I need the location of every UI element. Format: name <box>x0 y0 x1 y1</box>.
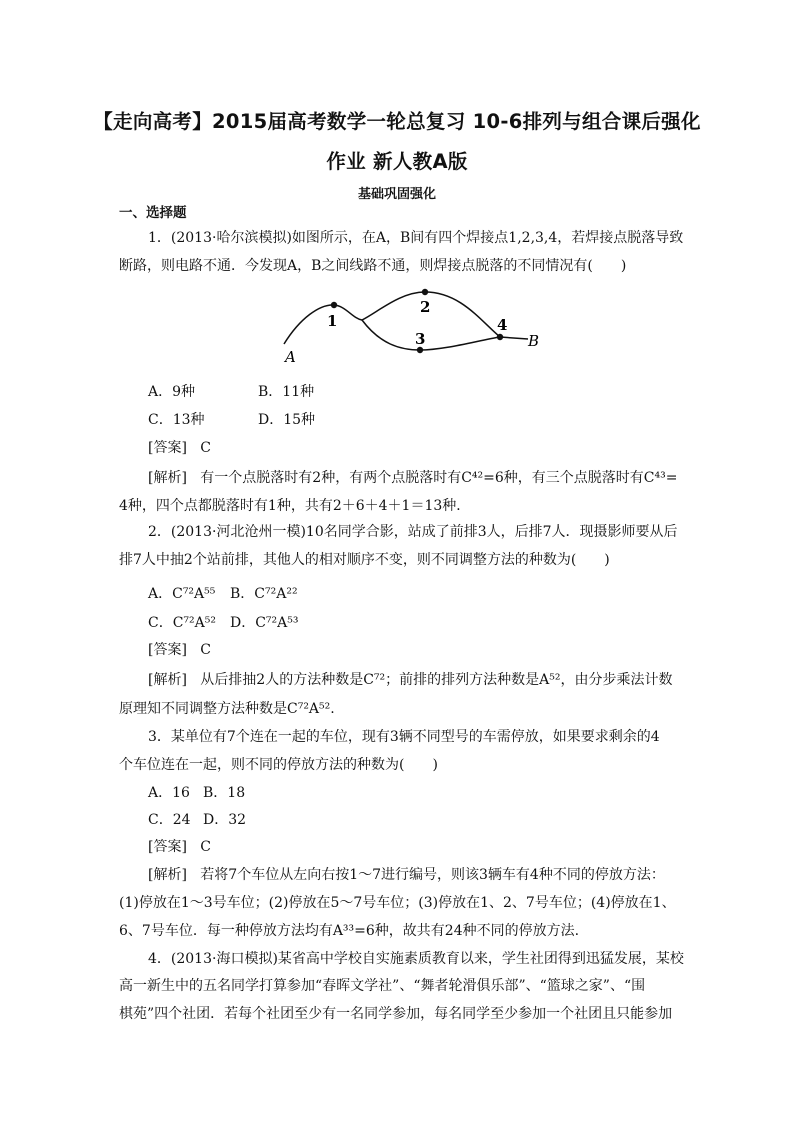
q3-option-a: A．16 <box>148 785 190 801</box>
document-title-line2: 作业 新人教A版 <box>326 150 468 173</box>
q4-stem-line3: 棋苑”四个社团．若每个社团至少有一名同学参加，每名同学至少参加一个社团且只能参加 <box>119 1006 673 1022</box>
q2-option-c: C．C⁷²A⁵² <box>148 615 216 631</box>
label-4: 4 <box>497 316 508 334</box>
q1-option-c: C．13种 <box>148 412 205 428</box>
q3-analysis-line1 <box>148 866 665 884</box>
q3-analysis-line3: 6、7号车位．每一种停放方法均有A³³=6种，故共有24种不同的停放方法. <box>119 923 580 939</box>
q3-option-b: B．18 <box>203 785 246 801</box>
circuit-diagram <box>270 282 550 372</box>
answer-tag: [答案] <box>148 839 187 855</box>
label-3: 3 <box>415 330 426 348</box>
q3-option-c: C．24 <box>148 812 191 828</box>
label-b: B <box>528 332 540 350</box>
q2-option-a: A．C⁷²A⁵⁵ <box>148 586 216 602</box>
answer-value: C <box>200 642 212 658</box>
analysis-tag: [解析] <box>148 867 187 883</box>
q1-analysis-line2: 4种，四个点都脱落时有1种，共有2＋6＋4＋1＝13种． <box>119 498 471 514</box>
q4-stem-line1: 4．(2013·海口模拟)某省高中学校自实施素质教育以来，学生社团得到迅猛发展，某校 <box>148 951 684 967</box>
analysis-text: 有一个点脱落时有2种，有两个点脱落时有C⁴²=6种，有三个点脱落时有C⁴³= <box>200 470 678 486</box>
lower-circuit-path <box>362 320 500 350</box>
q3-answer <box>148 838 211 856</box>
q3-option-d: D．32 <box>203 812 247 828</box>
q2-answer <box>148 641 211 659</box>
q3-stem-line1: 3．某单位有7个连在一起的车位，现有3辆不同型号的车需停放，如果要求剩余的4 <box>148 729 660 745</box>
q1-answer <box>148 439 211 457</box>
q1-option-a: A．9种 <box>148 384 196 400</box>
q1-option-b: B．11种 <box>258 384 315 400</box>
q3-stem-line2: 个车位连在一起，则不同的停放方法的种数为( ) <box>119 757 438 773</box>
q4-stem-line2: 高一新生中的五名同学打算参加“春晖文学社”、“舞者轮滑俱乐部”、“篮球之家”、“围 <box>119 978 646 994</box>
q1-stem-line1: 1．(2013·哈尔滨模拟)如图所示，在A，B间有四个焊接点1,2,3,4，若焊接点脱落导致 <box>148 230 684 246</box>
q2-analysis-line1 <box>148 671 672 689</box>
q2-option-b: B．C⁷²A²² <box>230 586 298 602</box>
analysis-text: 从后排抽2人的方法种数是C⁷²；前排的排列方法种数是A⁵²，由分步乘法计数 <box>200 672 673 688</box>
section-heading: 一、选择题 <box>119 205 187 221</box>
label-a: A <box>285 348 296 366</box>
q3-analysis-line2: (1)停放在1～3号车位；(2)停放在5～7号车位；(3)停放在1、2、7号车位；(4)停放在1、 <box>119 895 676 911</box>
q2-analysis-line2: 原理知不同调整方法种数是C⁷²A⁵². <box>119 701 335 717</box>
junction-4-dot <box>497 334 503 340</box>
junction-2-dot <box>422 289 428 295</box>
answer-value: C <box>200 839 212 855</box>
q1-analysis-line1 <box>148 469 677 487</box>
analysis-tag: [解析] <box>148 672 187 688</box>
q2-stem-line2: 排7人中抽2个站前排，其他人的相对顺序不变，则不同调整方法的种数为( ) <box>119 552 610 568</box>
junction-1-dot <box>331 302 337 308</box>
analysis-tag: [解析] <box>148 470 187 486</box>
q1-option-d: D．15种 <box>258 412 316 428</box>
answer-tag: [答案] <box>148 642 187 658</box>
q1-stem-line2: 断路，则电路不通．今发现A，B之间线路不通，则焊接点脱落的不同情况有( ) <box>119 258 627 274</box>
q2-stem-line1: 2．(2013·河北沧州一模)10名同学合影，站成了前排3人，后排7人．现摄影师要从后 <box>148 524 678 540</box>
answer-value: C <box>200 440 212 456</box>
upper-circuit-path <box>284 292 528 344</box>
label-1: 1 <box>327 312 338 330</box>
answer-tag: [答案] <box>148 440 187 456</box>
document-title-line1: 【走向高考】2015届高考数学一轮总复习 10-6排列与组合课后强化 <box>93 110 701 133</box>
label-2: 2 <box>420 298 431 316</box>
section-subtitle: 基础巩固强化 <box>357 187 436 202</box>
analysis-text: 若将7个车位从左向右按1～7进行编号，则该3辆车有4种不同的停放方法： <box>200 867 665 883</box>
q2-option-d: D．C⁷²A⁵³ <box>230 615 299 631</box>
